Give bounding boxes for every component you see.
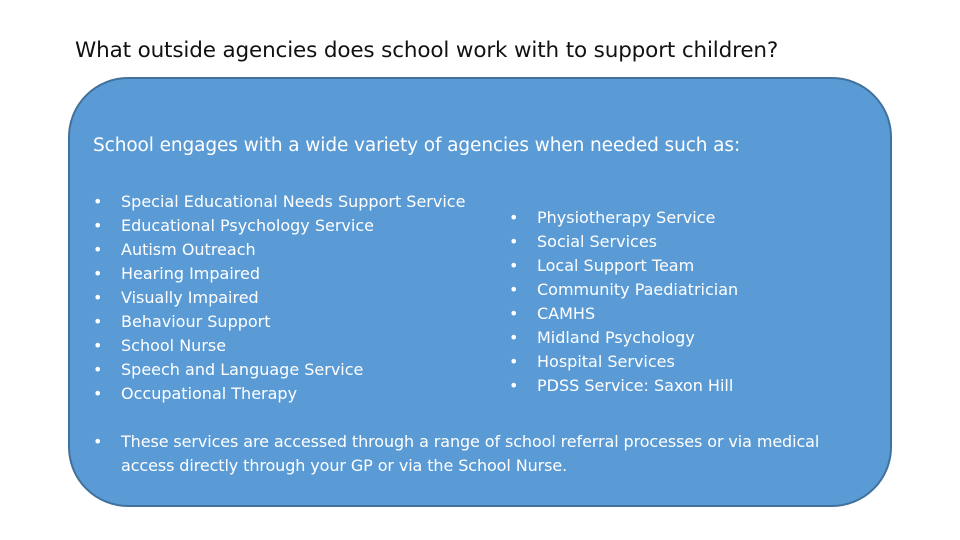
list-item-label: Speech and Language Service <box>121 360 364 379</box>
list-item-label: PDSS Service: Saxon Hill <box>537 376 734 395</box>
list-item <box>93 262 473 286</box>
bullet: • <box>509 352 519 371</box>
list-item-label: Behaviour Support <box>121 312 271 331</box>
bullet: • <box>93 312 103 331</box>
list-item-label: Autism Outreach <box>121 240 256 259</box>
list-item-label: Community Paediatrician <box>537 280 739 299</box>
bullet: • <box>509 256 519 275</box>
list-item <box>509 230 769 254</box>
list-item-label: Social Services <box>537 232 657 251</box>
bullet: • <box>93 192 103 211</box>
list-item-label: Visually Impaired <box>121 288 259 307</box>
list-item-label: Occupational Therapy <box>121 384 298 403</box>
page-title: What outside agencies does school work with to support children? <box>75 38 779 63</box>
bullet: • <box>93 288 103 307</box>
list-item-label: Hospital Services <box>537 352 675 371</box>
list-item <box>93 238 473 262</box>
bullet: • <box>509 376 519 395</box>
list-item-label: Special Educational Needs Support Service <box>121 192 466 211</box>
list-item-label: Local Support Team <box>537 256 695 275</box>
bullet: • <box>509 280 519 299</box>
referral-note-text: These services are accessed through a range of school referral processes or via medical access directly through your GP or via the School Nurse. <box>121 432 820 475</box>
list-item <box>93 214 473 238</box>
list-item-label: Educational Psychology Service <box>121 216 374 235</box>
list-item <box>509 326 769 350</box>
list-item <box>93 358 473 382</box>
list-item <box>93 310 473 334</box>
bullet: • <box>93 384 103 403</box>
list-item-label: Hearing Impaired <box>121 264 261 283</box>
bullet: • <box>93 240 103 259</box>
bullet: • <box>93 360 103 379</box>
list-item <box>93 190 473 214</box>
bullet: • <box>93 336 103 355</box>
list-item-label: School Nurse <box>121 336 227 355</box>
list-item-label: CAMHS <box>537 304 596 323</box>
bullet: • <box>509 232 519 251</box>
bullet: • <box>93 432 103 451</box>
bullet: • <box>509 304 519 323</box>
list-item-label: Midland Psychology <box>537 328 695 347</box>
referral-note <box>93 430 853 478</box>
list-item <box>509 254 769 278</box>
list-item <box>93 382 473 406</box>
bullet: • <box>93 216 103 235</box>
list-item <box>93 334 473 358</box>
agency-list-left <box>93 190 473 406</box>
bullet: • <box>509 208 519 227</box>
list-item <box>509 206 769 230</box>
bullet: • <box>509 328 519 347</box>
intro-text: School engages with a wide variety of agencies when needed such as: <box>93 135 741 156</box>
bullet: • <box>93 264 103 283</box>
list-item-label: Physiotherapy Service <box>537 208 716 227</box>
list-item <box>93 286 473 310</box>
list-item <box>509 302 769 326</box>
agency-list-right <box>509 206 769 398</box>
list-item <box>509 374 769 398</box>
list-item <box>509 278 769 302</box>
list-item <box>509 350 769 374</box>
